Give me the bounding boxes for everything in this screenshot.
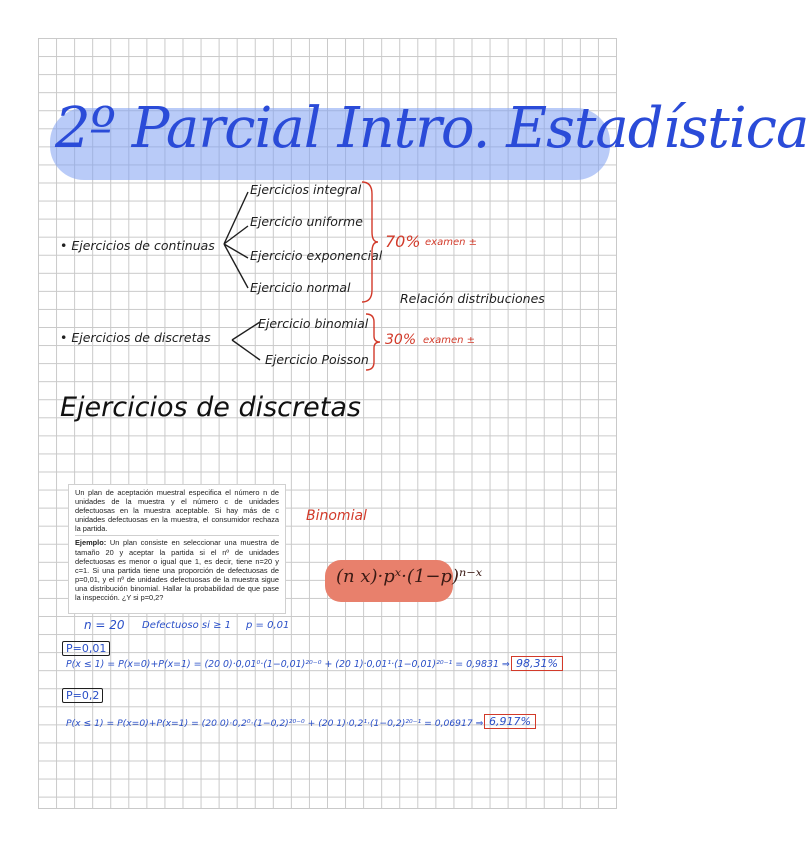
problem-statement (68, 484, 286, 614)
case2-expression: P(x ≤ 1) = P(x=0)+P(x=1) = (20 0)·0,2⁰·(1−0,2)²⁰⁻⁰ + (20 1)·0,2¹·(1−0,2)²⁰⁻¹ = 0,06917 ⇒ (66, 718, 484, 729)
continuas-item-uniforme: Ejercicio uniforme (250, 214, 363, 229)
relacion-label: Relación distribuciones (400, 291, 545, 306)
discretas-item-binomial: Ejercicio binomial (258, 316, 369, 331)
case2-result: 6,917% (484, 714, 536, 729)
continuas-label: • Ejercicios de continuas (60, 238, 215, 253)
continuas-item-exponencial: Ejercicio exponencial (250, 248, 383, 263)
binomial-label: Binomial (306, 508, 367, 524)
problem-example (75, 538, 279, 602)
case1-result: 98,31% (511, 656, 563, 671)
continuas-item-normal: Ejercicio normal (250, 280, 351, 295)
given-p: p = 0,01 (246, 620, 290, 631)
continuas-item-integral: Ejercicios integral (250, 182, 362, 197)
continuas-branch-icon (222, 188, 252, 292)
example-text: Un plan consiste en seleccionar una muestra de tamaño 20 y aceptar la partida si el nº de unidades defectuosas es menor o igual que 1, es decir, tiene n=20 y c=1. Si una partida tiene una proporción de defectuosas de p=0,01, y el nº de unidades defectuosas de la muestra sigue una distribución binomial. Hallar la probabilidad de que pase la inspección. ¿Y si p=0,2? (75, 538, 279, 603)
given-n: n = 20 (84, 618, 125, 632)
case2-label: P=0,2 (62, 688, 103, 703)
case1-label: P=0,01 (62, 641, 110, 656)
binomial-formula: (n x)·pˣ·(1−p)ⁿ⁻ˣ (336, 566, 483, 587)
discretas-percent: 30% (385, 332, 417, 348)
continuas-examen: examen ± (425, 237, 477, 248)
continuas-brace-icon (360, 180, 380, 304)
problem-intro: Un plan de aceptación muestral especifica el número n de unidades de la muestra y el número c de unidades defectuosas en la muestra aceptable. Si hay más de c unidades defectuosas en la muestra, el consumidor rechaza la partida. (75, 488, 279, 536)
section-heading: Ejercicios de discretas (60, 392, 361, 423)
case1-expression: P(x ≤ 1) = P(x=0)+P(x=1) = (20 0)·0,01⁰·(1−0,01)²⁰⁻⁰ + (20 1)·0,01¹·(1−0,01)²⁰⁻¹ = 0,9831 ⇒ (66, 659, 510, 670)
page-title: 2º Parcial Intro. Estadística (55, 96, 808, 161)
example-label: Ejemplo: (75, 538, 107, 548)
discretas-examen: examen ± (423, 335, 475, 346)
discretas-item-poisson: Ejercicio Poisson (265, 352, 369, 367)
continuas-percent: 70% (385, 232, 421, 251)
discretas-brace-icon (364, 312, 382, 372)
given-defectuoso: Defectuoso si ≥ 1 (142, 620, 231, 631)
discretas-label: • Ejercicios de discretas (60, 330, 211, 345)
